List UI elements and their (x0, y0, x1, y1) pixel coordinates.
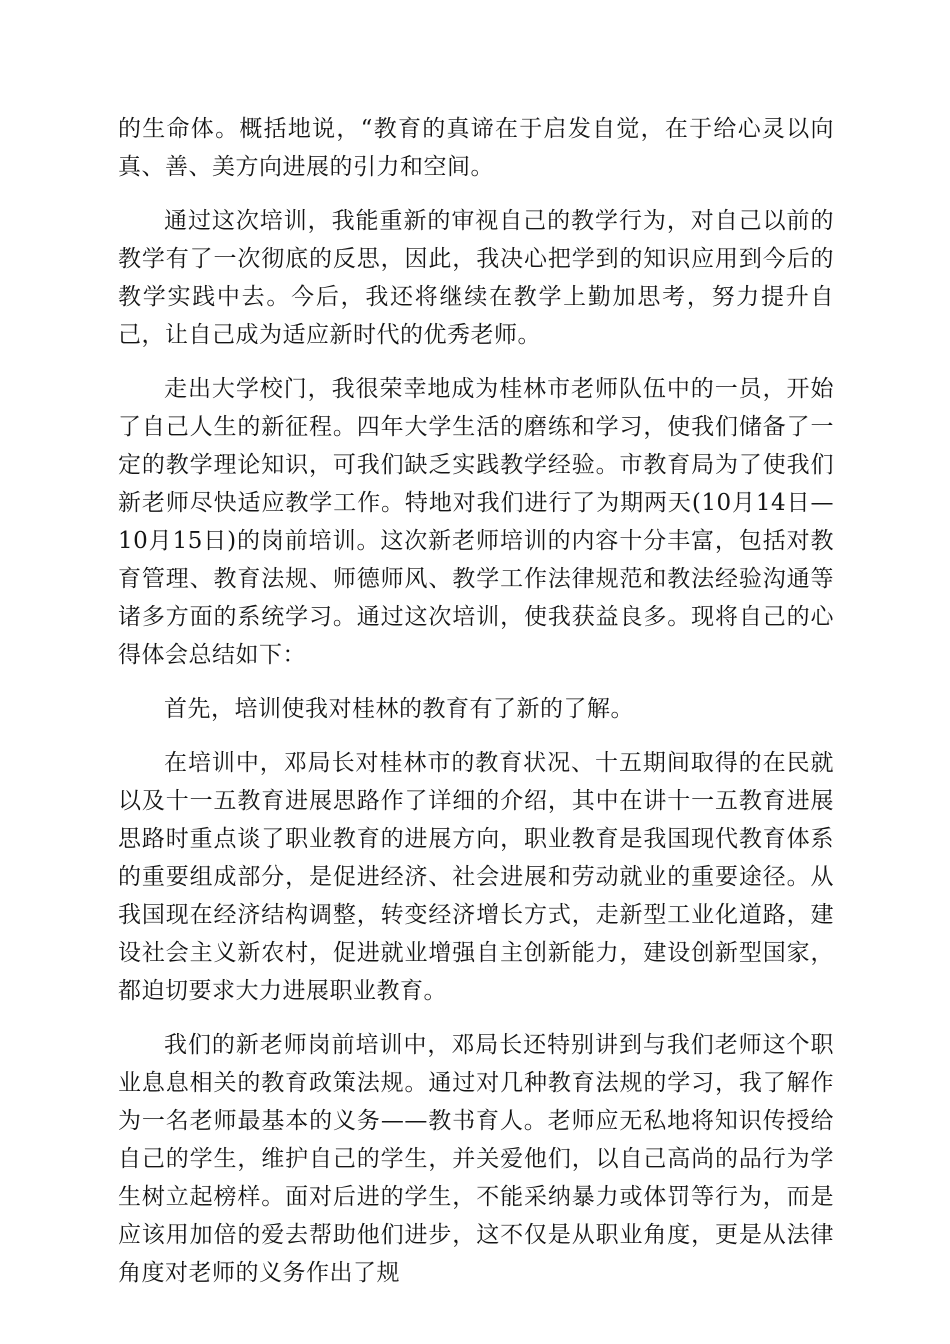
paragraph-6: 我们的新老师岗前培训中，邓局长还特别讲到与我们老师这个职业息息相关的教育政策法规。通过对几种教育法规的学习，我了解作为一名老师最基本的义务——教书育人。老师应无私地将知识传授给自己的学生，维护自己的学生，并关爱他们，以自己高尚的品行为学生树立起榜样。面对后进的学生，不能采纳暴力或体罚等行为，而是应该用加倍的爱去帮助他们进步，这不仅是从职业角度，更是从法律角度对老师的义务作出了规 (118, 1032, 834, 1286)
paragraph-1: 的生命体。概括地说，“教育的真谛在于启发自觉，在于给心灵以向真、善、美方向进展的引力和空间。 (118, 116, 834, 180)
paragraph-3: 走出大学校门，我很荣幸地成为桂林市老师队伍中的一员，开始了自己人生的新征程。四年大学生活的磨练和学习，使我们储备了一定的教学理论知识，可我们缺乏实践教学经验。市教育局为了使我们新老师尽快适应教学工作。特地对我们进行了为期两天(10月14日—10月15日)的岗前培训。这次新老师培训的内容十分丰富，包括对教育管理、教育法规、师德师风、教学工作法律规范和教法经验沟通等诸多方面的系统学习。通过这次培训，使我获益良多。现将自己的心得体会总结如下： (118, 376, 834, 668)
paragraph-4: 首先，培训使我对桂林的教育有了新的了解。 (164, 696, 634, 722)
paragraph-2: 通过这次培训，我能重新的审视自己的教学行为，对自己以前的教学有了一次彻底的反思，因此，我决心把学到的知识应用到今后的教学实践中去。今后，我还将继续在教学上勤加思考，努力提升自己，让自己成为适应新时代的优秀老师。 (118, 208, 834, 348)
document-body (118, 110, 834, 1308)
paragraph-5: 在培训中，邓局长对桂林市的教育状况、十五期间取得的在民就以及十一五教育进展思路作了详细的介绍，其中在讲十一五教育进展思路时重点谈了职业教育的进展方向，职业教育是我国现代教育体系的重要组成部分，是促进经济、社会进展和劳动就业的重要途径。从我国现在经济结构调整，转变经济增长方式，走新型工业化道路，建设社会主义新农村，促进就业增强自主创新能力，建设创新型国家，都迫切要求大力进展职业教育。 (118, 750, 834, 1004)
